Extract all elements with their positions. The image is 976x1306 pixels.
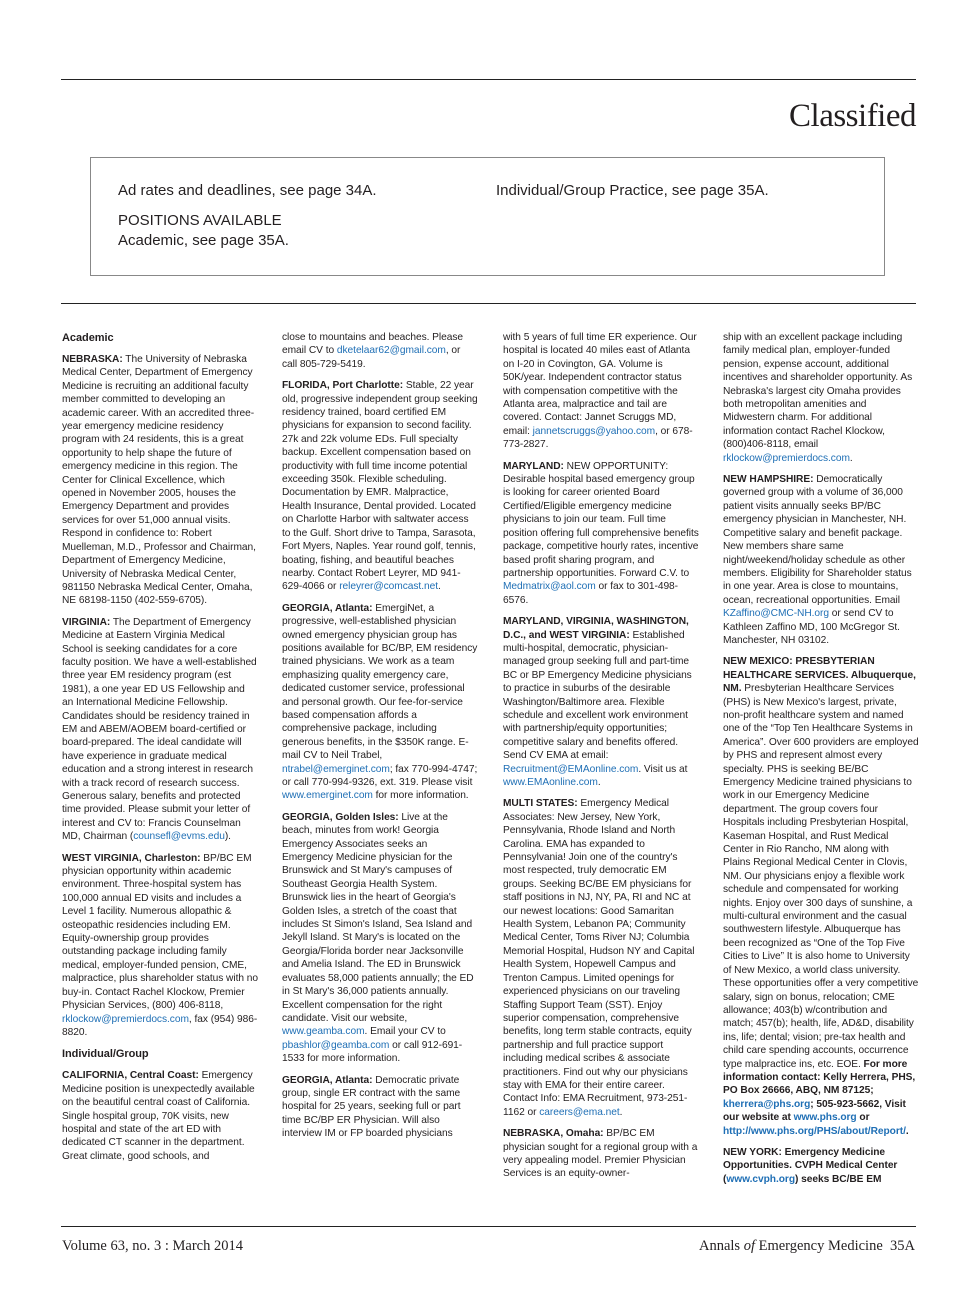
listing <box>503 615 699 789</box>
listing-text: , or call 805-729-5419. <box>282 345 461 370</box>
listing-location: NEW YORK: Emergency Medicine Opportunities. CVPH Medical Center <box>723 1146 898 1172</box>
listing-text: , fax (954) 986-8820. <box>62 1013 258 1038</box>
listing-text: with 5 years of full time ER experience. Our hospital is located 40 miles east of Atlanta on I-20 in Covington, GA. Volume is 50K/year. Independent contractor status with compensation competitive with the Atlanta area, malpractice and tail are covered. Contact: Jannet Scruggs MD, email: <box>503 332 697 437</box>
contact-link[interactable]: www.emerginet.com <box>282 790 373 802</box>
listing <box>723 1146 919 1186</box>
contact-link[interactable]: careers@ema.net <box>539 1106 620 1118</box>
listing <box>62 852 258 1040</box>
bottom-rule <box>61 1226 916 1227</box>
listing-text: . <box>849 452 853 464</box>
contact-link[interactable]: www.geamba.com <box>282 1026 365 1038</box>
volume-issue: Volume 63, no. 3 : March 2014 <box>62 1238 243 1254</box>
listing-text: NEW OPPORTUNITY: Desirable hospital based emergency group is looking for career oriented Board Certified/Eligible emergency medicine physicians to join our team. Full time position offering full comprehensive benefits package, competitive hourly rates, incentive based profit sharing program, and partnership opportunities. Forward C.V. to <box>503 460 699 579</box>
listing-location: CALIFORNIA, Central Coast: <box>62 1070 199 1082</box>
listing-bold-text: ) seeks BC/BE EM <box>795 1173 882 1185</box>
column-3 <box>503 331 699 1217</box>
listing-location: MULTI STATES: <box>503 798 578 810</box>
listing-text: Established multi-hospital, democratic, physician-managed group seeking full and part-time BC or BP Emergency Medicine physicians to practice in suburbs of the desirable Washington/Baltimore area. Flexible schedule and excellent work environment with partnership/equity opportunities; competitive salary and benefits offered. Send CV EMA at email: <box>503 629 692 762</box>
contact-link[interactable]: dketelaar62@gmail.com <box>336 345 446 357</box>
listing-location: VIRGINIA: <box>62 616 111 628</box>
contact-link[interactable]: releyrer@comcast.net <box>339 581 438 593</box>
listing-text: . Email your CV to <box>364 1026 446 1038</box>
column-4 <box>723 331 919 1217</box>
listing <box>282 1074 478 1141</box>
listing <box>723 331 919 465</box>
listing-bold-text: For more information contact: Kelly Herrera, PHS, PO Box 26666, ABQ, NM 87125; <box>723 1058 916 1097</box>
listing-location: GEORGIA, Atlanta: <box>282 1074 373 1086</box>
section-rule <box>61 303 916 304</box>
contact-link[interactable]: rklockow@premierdocs.com <box>62 1013 189 1025</box>
listing-text: Emergency Medicine position is unexpectedly available on the beautiful central coast of California. Single hospital group, 70K visits, new hospital and state of the art ED with dedicated CT scanner in the department. Great climate, good schools, and <box>62 1070 255 1162</box>
contact-link[interactable]: pbashlor@geamba.com <box>282 1039 390 1051</box>
column-1 <box>62 331 258 1217</box>
listing-location: NEBRASKA: <box>62 354 123 365</box>
column-2 <box>282 331 478 1217</box>
listing <box>62 616 258 844</box>
listing-bold-text: . <box>905 1125 909 1137</box>
listing-text: BP/BC EM physician sought for a regional group with a very appealing model. Premier Physician Services is an equity-owner- <box>503 1128 698 1180</box>
listing-location: MARYLAND, VIRGINIA, WASHINGTON, D.C., and WEST VIRGINIA: <box>503 616 689 641</box>
contact-link[interactable]: www.cvph.org <box>726 1173 795 1185</box>
contact-link[interactable]: www.phs.org <box>793 1112 857 1124</box>
page-title: Classified <box>789 98 916 134</box>
listing <box>723 473 919 647</box>
individual-group-line: Individual/Group Practice, see page 35A. <box>496 182 769 199</box>
listing-text: EmergiNet, a progressive, well-established physician owned emergency physician group has positions available for BC/BP, EM residency trained physicians. We work as a team emphasizing quality emergency care, dedicated customer service, professional and personal growth. Our fee-for-service based compensation affords a comprehensive package, including generous benefits, in the $350K range. E-mail CV to Neil Trabel, <box>282 602 478 762</box>
contact-link[interactable]: Recruitment@EMAonline.com <box>503 763 639 775</box>
listing <box>282 331 478 371</box>
listing <box>62 353 258 608</box>
listing-text: The University of Nebraska Medical Center, Department of Emergency Medicine is recruiting an additional faculty member committed to developing an academic career. With an accredited three-year emergency medicine residency program with 24 residents, this is a great opportunity to help shape the future of emergency medicine in this region. The Center for Clinical Excellence, which opened in November 2005, houses the Emergency Department and provides services for over 51,000 annual visits. Respond in confidence to: Robert Muelleman, M.D., Professor and Chairman, Department of Emergency Medicine, University of Nebraska Medical Center, 981150 Nebraska Medical Center, Omaha, NE 68198-1150 (402-559-6705). <box>62 354 256 607</box>
listing <box>282 602 478 803</box>
listing <box>282 811 478 1066</box>
listing-text: . Visit us at <box>638 763 688 775</box>
listing <box>503 797 699 1119</box>
contact-link[interactable]: KZaffino@CMC-NH.org <box>723 608 830 620</box>
contact-link[interactable]: kherrera@phs.org <box>723 1098 811 1110</box>
listing-text: ship with an excellent package including family medical plan, employer-funded pension, expense account, additional incentives and shareholder opportunity. As Nebraska's largest city Omaha provides both metropolitan amenities and Midwestern charm. For additional information contact Rachel Klockow, (800)406-8118, email <box>723 332 913 451</box>
listing-bold-text: or <box>856 1112 870 1124</box>
listing-bold-text: ( <box>723 1173 727 1185</box>
listing-text: or call 912-691-1533 for more information. <box>282 1039 463 1065</box>
listing-location: NEW MEXICO: PRESBYTERIAN HEALTHCARE SERVICES. Albuquerque, NM. <box>723 656 916 695</box>
listing-location: GEORGIA, Golden Isles: <box>282 811 399 823</box>
listing-text: BP/BC EM physician opportunity within academic environment. Three-hospital system has 100,000 annual ED visits and includes a Level 1 facility. Numerous allopathic & osteopathic residencies including EM. Equity-ownership group provides outstanding package including family medical, employer-funded pension, CME, malpractice, plus shareholder status with no buy-in. Contact Rachel Klockow, Premier Physician Services, (800) 406-8118, <box>62 852 258 1012</box>
listing-text: The Department of Emergency Medicine at Eastern Virginia Medical School is seeking candidates for a core faculty position. We have a well-established three year EM residency program (est 1981), a one year ED US Fellowship and an International Medicine Fellowship. Candidates should be residency trained in EM and ABEM/AOBEM board-certified or board-prepared. The ideal candidate will have experience in graduate medical education and a strong interest in research with a track record of research success. Generous salary, benefits and protected time provided. Please submit your letter of interest and CV to: Francis Counselman MD, Chairman ( <box>62 616 257 843</box>
contact-link[interactable]: jannetscruggs@yahoo.com <box>532 425 656 437</box>
contact-link[interactable]: counsefl@evms.edu <box>133 831 225 843</box>
listing-bold-text: ; 505-923-5662, Visit our website at <box>723 1098 906 1124</box>
listing-location: NEBRASKA, Omaha: <box>503 1128 604 1140</box>
listing-location: MARYLAND: <box>503 460 564 472</box>
listing-text: , or 678-773-2827. <box>503 425 693 451</box>
listing-location: GEORGIA, Atlanta: <box>282 602 373 614</box>
listing-text: . <box>597 777 601 788</box>
listing <box>282 379 478 594</box>
listing-location: NEW HAMPSHIRE: <box>723 474 814 486</box>
listing <box>503 1127 699 1181</box>
positions-available-line: POSITIONS AVAILABLE <box>118 212 282 229</box>
listing-location: FLORIDA, Port Charlotte: <box>282 380 404 392</box>
page-number: 35A <box>890 1238 915 1254</box>
journal-footer <box>699 1238 915 1255</box>
listing-text: or send CV to Kathleen Zaffino MD, 100 McGregor St. Manchester, NH 03102. <box>723 608 900 646</box>
contact-link[interactable]: rklockow@premierdocs.com <box>723 452 850 464</box>
listing-text: Stable, 22 year old, progressive independent group seeking residency trained, board certified EM physicians for expansion to second facility. 27k and 22k volume EDs. Full specialty backup. Excellent compensation based on productivity with full time income potential exceeding 350k. Flexible scheduling. Documentation by EMR. Malpractice, Health Insurance, Dental provided. Located on Charlotte Harbor with saltwater access to the Gulf. Short drive to Tampa, Sarasota, Fort Myers, Naples. Year round golf, tennis, boating, fishing, and beautiful beaches nearby. Contact Robert Leyrer, MD 941-629-4066 or <box>282 380 478 593</box>
classified-index-box <box>90 157 885 276</box>
contact-link[interactable]: http://www.phs.org/PHS/about/Report/ <box>723 1125 906 1137</box>
listing-text: for more information. <box>372 790 469 802</box>
listing <box>62 1069 258 1163</box>
section-heading: Individual/Group <box>62 1048 149 1061</box>
contact-link[interactable]: ntrabel@emerginet.com <box>282 763 390 775</box>
listing-text: . <box>437 581 441 593</box>
listing <box>503 460 699 607</box>
listing-text: or fax to 301-498-6576. <box>503 581 679 606</box>
listing-text: ). <box>224 831 231 843</box>
contact-link[interactable]: www.EMAonline.com <box>503 777 598 788</box>
listing-text: Live at the beach, minutes from work! Georgia Emergency Associates seeks an Emergency Medicine physician for the Brunswick and St Mary's campuses of Southeast Georgia Health System. Brunswick lies in the heart of Georgia's Golden Isles, a stretch of the coast that includes St Simon's Island, Sea Island and Jekyll Island. St Mary's is located on the Georgia/Florida border near Jacksonville and Amelia Island. The ED in Brunswick evaluates 58,000 patients annually; the ED in St Mary's 36,000 patients annually. Excellent compensation for the right candidate. Visit our website, <box>282 811 474 1024</box>
listing-text: Democratic private group, single ER contract with the same hospital for 25 years, seeking full or part time BC/BP ER Physician. Will also interview IM or FP boarded physicians <box>282 1074 461 1140</box>
listing-text: Emergency Medical Associates: New Jersey, New York, Pennsylvania, Rhode Island and North Carolina. EMA has expanded to Pennsylvania! Join one of the country's most respected, truly democratic EM groups. Seeking BC/BE EM physicians for staff positions in NJ, NY, PA, RI and NC at our newest locations: Good Samaritan Health System, Lebanon PA; Community Medical Center, Toms River NJ; Columbia Memorial Hospital, Hudson NY and Capital Health System, Hopewell Campus and Trenton Campus. Limited openings for experienced physicians on our traveling Staffing Support Team (SST). Enjoy superior compensation, comprehensive benefits, long term stable contracts, equity partnership and full practice support including medical scribes & associate practitioners. Find out why our physicians stay with EMA for their entire career. Contact Info: EMA Recruitment, 973-251-1162 or <box>503 798 695 1118</box>
listing <box>503 331 699 452</box>
listing-text: Democratically governed group with a volume of 36,000 patient visits annually seeks BP/BC emergency physician in Manchester, NH. Competitive salary and benefit package. New members share same night/weekend/holiday schedule as other members. Eligibility for Shareholder status in one year. Area is close to mountains, ocean, recreational opportunities. Email <box>723 474 912 606</box>
section-heading: Academic <box>62 332 114 344</box>
ad-rates-line: Ad rates and deadlines, see page 34A. <box>118 182 377 199</box>
listing-text: ; fax 770-994-4747; or call 770-994-9326, ext. 319. Please visit <box>282 763 478 788</box>
top-rule <box>61 79 916 80</box>
contact-link[interactable]: Medmatrix@aol.com <box>503 581 596 593</box>
journal-name-start: Annals <box>698 1238 744 1254</box>
journal-name-end: Emergency Medicine <box>754 1238 883 1254</box>
listing-text: . <box>619 1106 623 1118</box>
listing-text: Presbyterian Healthcare Services (PHS) is New Mexico's largest, private, non-profit healthcare system and named one of the “Top Ten Healthcare Systems in America”. Over 600 providers are employed by PHS and represent almost every specialty. PHS is seeking BE/BC Emergency Medicine trained physicians to work in our Emergency Medicine department. The group covers four Hospitals including Presbyterian Hospital, Kaseman Hospital, and Rust Medical Center in Rio Rancho, NM along with Plains Regional Medical Center in Clovis, NM. Our physicians enjoy a flexible work schedule and compensated for working nights. Enjoy over 300 days of sunshine, a multi-cultural environment and the casual southwestern lifestyle. Albuquerque has been recognized as “One of the Top Five Cities to Live” It is also home to University of New Mexico, a world class university. These opportunities offer a very competitive salary, sign on bonus, relocation; CME allowance; 403(b) w/contribution and match; 457(b); health, life, AD&D, disability ins, life; dental; vision; pre-tax health and child care spending accounts, occurrence type malpractice ins, etc. EOE. <box>723 683 919 1070</box>
listing-text: close to mountains and beaches. Please email CV to <box>282 332 464 357</box>
academic-line: Academic, see page 35A. <box>118 232 289 249</box>
journal-name-of: of <box>743 1238 755 1254</box>
listing <box>723 655 919 1138</box>
listing-location: WEST VIRGINIA, Charleston: <box>62 852 201 864</box>
